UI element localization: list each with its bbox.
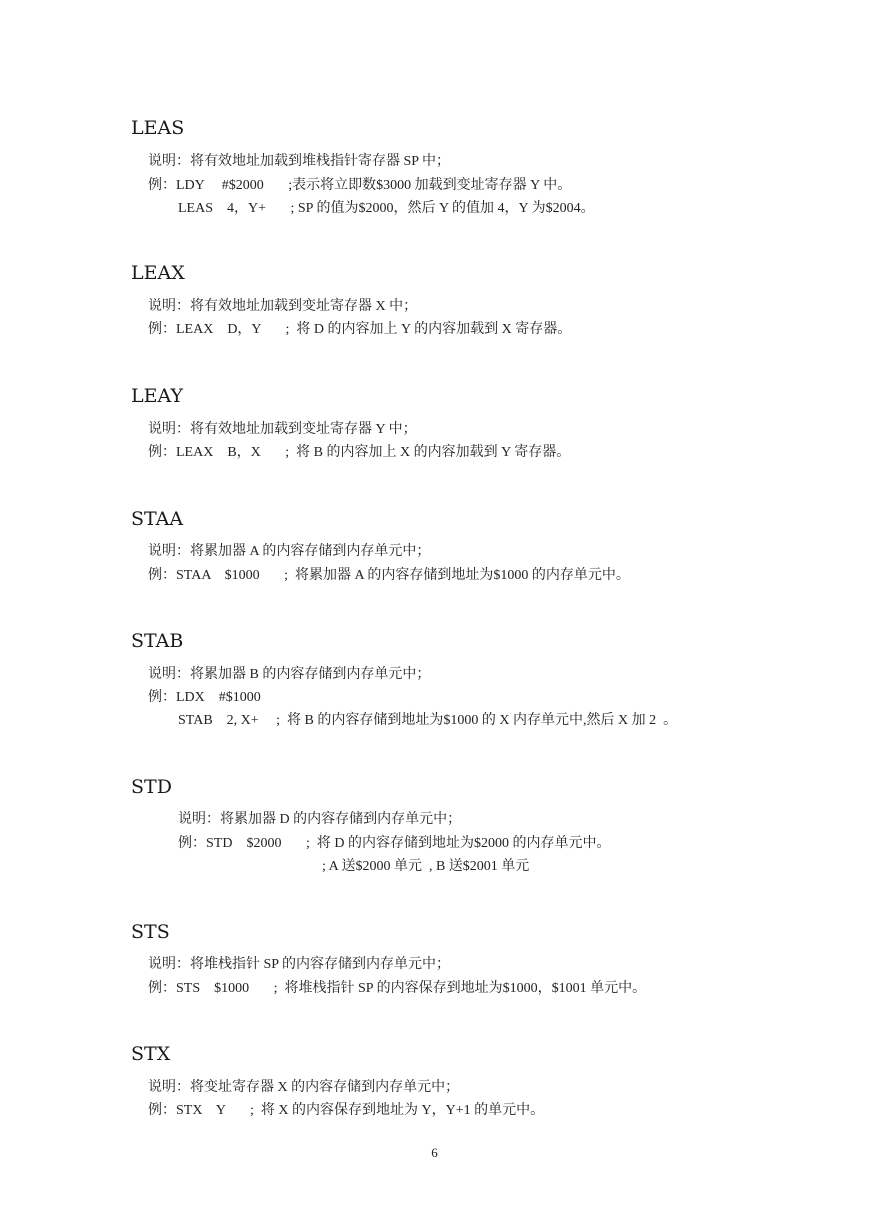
- leay-example: 例：LEAX B，X ; 将 B 的内容加上 X 的内容加载到 Y 寄存器。: [148, 445, 571, 460]
- heading-leay: LEAY: [131, 385, 183, 407]
- heading-stx: STX: [131, 1043, 171, 1065]
- stx-example: 例：STX Y ; 将 X 的内容保存到地址为 Y，Y+1 的单元中。: [148, 1103, 545, 1118]
- leas-example-2: LEAS 4，Y+ ; SP 的值为$2000，然后 Y 的值加 4，Y 为$2004。: [178, 201, 595, 216]
- leax-description: 说明：将有效地址加载到变址寄存器 X 中；: [148, 299, 418, 314]
- heading-leax: LEAX: [131, 262, 185, 284]
- staa-description: 说明：将累加器 A 的内容存储到内存单元中；: [148, 544, 431, 559]
- stab-example-2: STAB 2, X+ ; 将 B 的内容存储到地址为$1000 的 X 内存单元中,然后 X 加 2 。: [178, 713, 678, 728]
- stab-description: 说明：将累加器 B 的内容存储到内存单元中；: [148, 667, 431, 682]
- leax-example: 例：LEAX D，Y ; 将 D 的内容加上 Y 的内容加载到 X 寄存器。: [148, 322, 572, 337]
- staa-example: 例：STAA $1000 ; 将累加器 A 的内容存储到地址为$1000 的内存单元中。: [148, 568, 630, 583]
- sts-example: 例：STS $1000 ; 将堆栈指针 SP 的内容保存到地址为$1000，$1001 单元中。: [148, 981, 647, 996]
- stx-description: 说明：将变址寄存器 X 的内容存储到内存单元中；: [148, 1080, 460, 1095]
- sts-description: 说明：将堆栈指针 SP 的内容存储到内存单元中；: [148, 957, 451, 972]
- heading-staa: STAA: [131, 508, 184, 530]
- std-example-2: ; A 送$2000 单元 , B 送$2001 单元: [322, 859, 530, 874]
- leay-description: 说明：将有效地址加载到变址寄存器 Y 中；: [148, 422, 417, 437]
- leas-description: 说明：将有效地址加载到堆栈指针寄存器 SP 中；: [148, 154, 451, 169]
- leas-example-1: 例：LDY #$2000 ;表示将立即数$3000 加载到变址寄存器 Y 中。: [148, 178, 572, 193]
- heading-sts: STS: [131, 921, 170, 943]
- heading-std: STD: [131, 776, 172, 798]
- heading-stab: STAB: [131, 630, 184, 652]
- heading-leas: LEAS: [131, 117, 185, 139]
- page-number: 6: [431, 1145, 438, 1160]
- std-description: 说明：将累加器 D 的内容存储到内存单元中；: [178, 812, 462, 827]
- stab-example-1: 例：LDX #$1000: [148, 690, 261, 705]
- std-example-1: 例：STD $2000 ; 将 D 的内容存储到地址为$2000 的内存单元中。: [178, 836, 611, 851]
